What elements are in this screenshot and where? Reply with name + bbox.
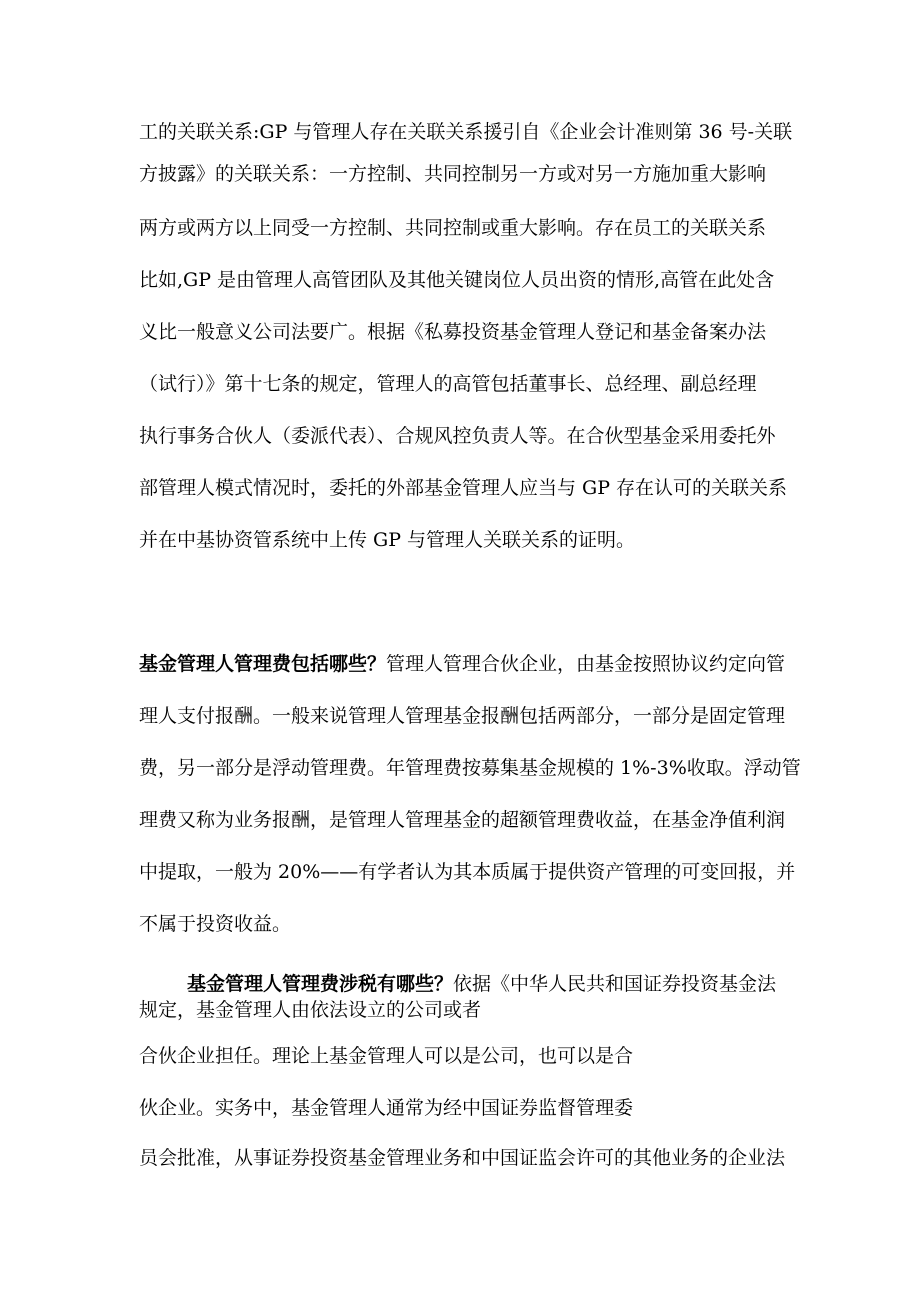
paragraph-line: 员会批准，从事证券投资基金管理业务和中国证监会许可的其他业务的企业法 bbox=[139, 1147, 786, 1169]
paragraph-line: 费，另一部分是浮动管理费。年管理费按募集基金规模的 1%-3%收取。浮动管 bbox=[139, 757, 801, 779]
paragraph-text: 依据《中华人民共和国证券投资基金法 bbox=[453, 973, 777, 995]
paragraph-text: 管理人管理合伙企业，由基金按照协议约定向管 bbox=[386, 653, 786, 675]
paragraph-line bbox=[187, 972, 920, 996]
paragraph-line: 比如,GP 是由管理人高管团队及其他关键岗位人员出资的情形,高管在此处含 bbox=[139, 269, 775, 291]
paragraph-line: 伙企业。实务中，基金管理人通常为经中国证券监督管理委 bbox=[139, 1097, 634, 1119]
paragraph-line: 规定，基金管理人由依法设立的公司或者 bbox=[139, 999, 482, 1021]
paragraph-line: 中提取，一般为 20%——有学者认为其本质属于提供资产管理的可变回报，并 bbox=[139, 861, 796, 883]
paragraph-line: 不属于投资收益。 bbox=[139, 913, 292, 935]
paragraph-line: 两方或两方以上同受一方控制、共同控制或重大影响。存在员工的关联关系 bbox=[139, 217, 767, 239]
paragraph-line bbox=[139, 652, 920, 676]
paragraph-line: 理费又称为业务报酬，是管理人管理基金的超额管理费收益，在基金净值利润 bbox=[139, 809, 786, 831]
paragraph-line: （试行）》第十七条的规定，管理人的高管包括董事长、总经理、副总经理 bbox=[139, 373, 757, 395]
paragraph-line: 并在中基协资管系统中上传 GP 与管理人关联关系的证明。 bbox=[139, 529, 636, 551]
paragraph-line: 合伙企业担任。理论上基金管理人可以是公司，也可以是合 bbox=[139, 1045, 634, 1067]
question-heading: 基金管理人管理费涉税有哪些？ bbox=[187, 973, 454, 995]
paragraph-line: 执行事务合伙人（委派代表）、合规风控负责人等。在合伙型基金采用委托外 bbox=[139, 425, 776, 447]
paragraph-line: 部管理人模式情况时，委托的外部基金管理人应当与 GP 存在认可的关联关系 bbox=[139, 477, 788, 499]
paragraph-line: 方披露》的关联关系：一方控制、共同控制另一方或对另一方施加重大影响 bbox=[139, 163, 767, 185]
paragraph-line: 工的关联关系:GP 与管理人存在关联关系援引自《企业会计准则第 36 号-关联 bbox=[139, 121, 793, 143]
paragraph-line: 理人支付报酬。一般来说管理人管理基金报酬包括两部分，一部分是固定管理 bbox=[139, 705, 786, 727]
question-heading: 基金管理人管理费包括哪些？ bbox=[139, 653, 387, 675]
paragraph-line: 义比一般意义公司法要广。根据《私募投资基金管理人登记和基金备案办法 bbox=[139, 321, 767, 343]
